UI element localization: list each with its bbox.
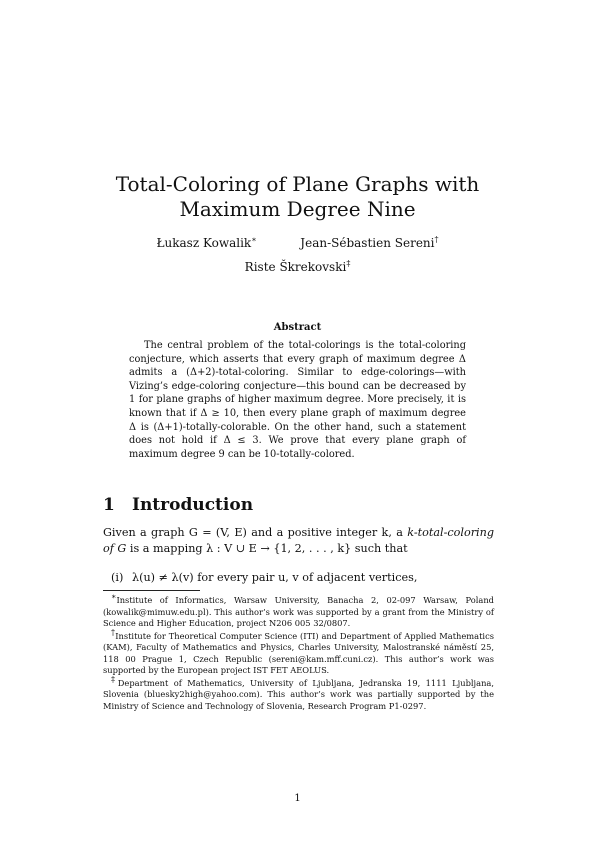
author-line-2 bbox=[0, 260, 595, 274]
condition-label: (i) bbox=[111, 571, 124, 584]
footnote-rule bbox=[103, 590, 200, 591]
author-sereni bbox=[300, 236, 438, 250]
intro-text-part-1: Given a graph G = (V, E) and a positive integer k, a bbox=[103, 526, 408, 539]
footnotes bbox=[103, 592, 495, 714]
author-name: Łukasz Kowalik bbox=[156, 236, 252, 250]
abstract-text: The central problem of the total-colorings is the total-coloring conjecture, which asserts that every graph of maximum degree Δ admits a (Δ+2)-total-coloring. Similar to edge-colorings—with Vizing’s edge-coloring conjecture—this bound can be decreased by 1 for plane graphs of higher maximum degree. More precisely, it is known that if Δ ≥ 10, then every plane graph of maximum degree Δ is (Δ+1)-totally-colorable. On the other hand, such a statement does not hold if Δ ≤ 3. We prove that every plane graph of maximum degree 9 can be 10-totally-colored. bbox=[129, 340, 466, 460]
condition-text: λ(u) ≠ λ(v) for every pair u, v of adjacent vertices, bbox=[132, 571, 418, 584]
author-skrekovski bbox=[245, 260, 351, 274]
footnote-text: Department of Mathematics, University of Ljubljana, Jedranska 19, 1111 Ljubljana, Slovenia (bluesky2high@yahoo.com). This author’s work was partially supported by the Ministry of Science and Technology of Slovenia, Research Program P1-0297. bbox=[103, 677, 495, 711]
author-footnote-mark: ∗ bbox=[251, 235, 257, 244]
section-title: Introduction bbox=[132, 495, 254, 515]
footnote bbox=[103, 627, 494, 677]
author-name: Riste Škrekovski bbox=[244, 260, 347, 274]
footnote-mark: ∗ bbox=[111, 592, 117, 602]
author-kowalik bbox=[156, 236, 256, 250]
intro-paragraph bbox=[103, 525, 494, 557]
intro-text-part-2: is a mapping λ : V ∪ E → {1, 2, . . . , k} such that bbox=[126, 542, 408, 555]
page-number: 1 bbox=[294, 793, 301, 804]
abstract-heading: Abstract bbox=[273, 322, 322, 333]
footnote bbox=[103, 675, 495, 713]
footnote-text: Institute for Theoretical Computer Science (ITI) and Department of Applied Mathematics (KAM), Faculty of Mathematics and Physics, Charles University, Malostranské náměstí 25, 118 00 Prague 1, Czech Republic (sereni@kam.mff.cuni.cz). This author’s work was supported by the European project IST FET AEOLUS. bbox=[103, 630, 494, 676]
condition-item bbox=[111, 571, 491, 584]
footnote-mark: † bbox=[111, 627, 116, 637]
author-footnote-mark: ‡ bbox=[346, 259, 351, 268]
intro-emphasis: k-total-coloring of G bbox=[103, 526, 494, 555]
section-heading bbox=[103, 495, 253, 515]
paper-title-line-2: Maximum Degree Nine bbox=[179, 197, 416, 221]
paper-title-line-1: Total-Coloring of Plane Graphs with bbox=[115, 172, 480, 196]
author-name: Jean-Sébastien Sereni bbox=[300, 236, 435, 250]
section-number: 1 bbox=[103, 495, 115, 515]
footnote bbox=[103, 592, 494, 630]
footnote-text: Institute of Informatics, Warsaw University, Banacha 2, 02-097 Warsaw, Poland (kowalik@mimuw.edu.pl). This author’s work was supported by a grant from the Ministry of Science and Higher Education, project N206 005 32/0807. bbox=[103, 595, 494, 628]
footnote-mark: ‡ bbox=[111, 675, 118, 685]
author-line-1 bbox=[0, 236, 595, 250]
author-footnote-mark: † bbox=[434, 235, 439, 244]
